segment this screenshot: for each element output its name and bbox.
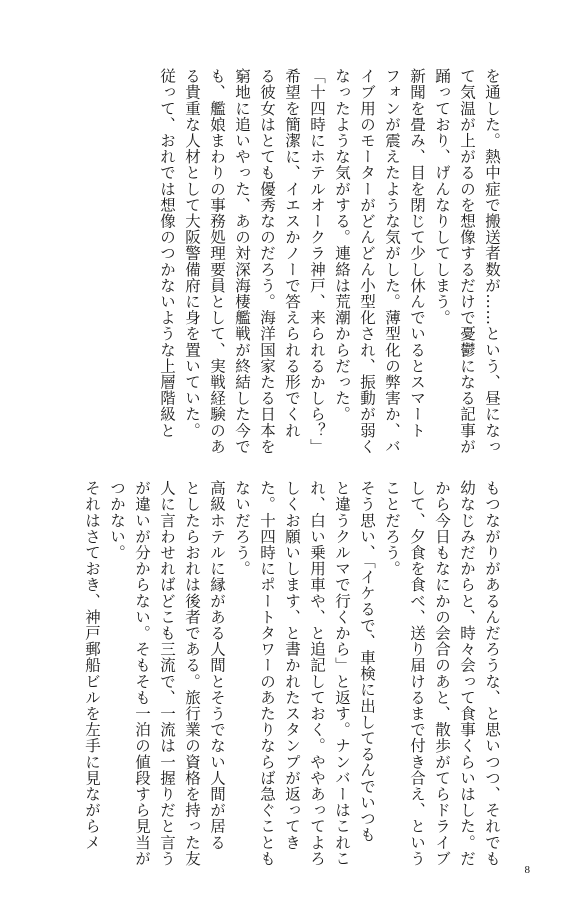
text-line: れ、白い乗用車や、と追記しておく。ややあってよろ — [308, 480, 326, 867]
text-line: つかない。 — [108, 480, 126, 561]
text-line: る貴重な人材として大阪警備府に身を置いていた。 — [183, 68, 201, 439]
text-line: を通した。熱中症で搬送者数が……という、昼になっ — [483, 68, 501, 455]
text-line: ことだろう。 — [383, 480, 401, 577]
text-line: 希望を簡潔に、イエスかノーで答えられる形でくれ — [283, 68, 301, 439]
text-line: る彼女はとても優秀なのだろう。海洋国家たる日本を — [258, 68, 276, 455]
text-line: た。十四時にポートタワーのあたりならば急ぐことも — [258, 480, 276, 867]
text-line: 踊っており、げんなりしてしまう。 — [433, 68, 451, 326]
text-line: もつながりがあるんだろうな、と思いつつ、それでも — [483, 480, 501, 867]
text-line: イブ用のモーターがどんどん小型化され、振動が弱く — [358, 68, 376, 455]
text-line: しくお願いします、と書かれたスタンプが返ってき — [283, 480, 301, 851]
text-line: も、艦娘まわりの事務処理要員として、実戦経験のあ — [208, 68, 226, 455]
text-line: としたらおれは後者である。旅行業の資格を持った友 — [183, 480, 201, 867]
text-line: フォンが震えたような気がした。薄型化の弊害か、バ — [383, 68, 401, 455]
text-line: 高級ホテルに縁がある人間とそうでない人間が居る — [208, 480, 226, 851]
text-line: 窮地に追いやった、あの対深海棲艦戦が終結した今で — [233, 68, 251, 455]
text-line: それはさておき、神戸郵船ビルを左手に見ながらメ — [83, 480, 101, 851]
text-line: 幼なじみだからと、時々会って食事くらいはした。だ — [458, 480, 476, 867]
text-line: と違うクルマで行くから」と返す。ナンバーはこれこ — [333, 480, 351, 867]
text-line: て気温が上がるのを想像するだけで憂鬱になる記事が — [458, 68, 476, 455]
text-line: 従って、おれでは想像のつかないような上層階級と — [158, 68, 176, 439]
text-line: 新聞を畳み、目を閉じて少し休んでいるとスマート — [408, 68, 426, 439]
text-line: ないだろう。 — [233, 480, 251, 577]
text-line: そう思い、「イケるで、車検に出してるんでいつも — [358, 480, 376, 843]
text-line: なったような気がする。連絡は荒潮からだった。 — [333, 68, 351, 423]
text-line: が違いが分からない。そもそも一泊の値段すら見当が — [133, 480, 151, 867]
text-line: 人に言わせればどこも三流で、一流は一握りだと言う — [158, 480, 176, 867]
page-number: 8 — [524, 864, 530, 876]
text-line: して、夕食を食べ、送り届けるまで付き合え、という — [408, 480, 426, 867]
text-block-bottom — [79, 480, 504, 890]
text-block-top — [154, 68, 504, 468]
dialogue-line: 「十四時にホテルオークラ神戸、来られるかしら？」 — [308, 68, 326, 455]
text-line: から今日もなにかの会合のあと、散歩がてらドライブ — [433, 480, 451, 867]
